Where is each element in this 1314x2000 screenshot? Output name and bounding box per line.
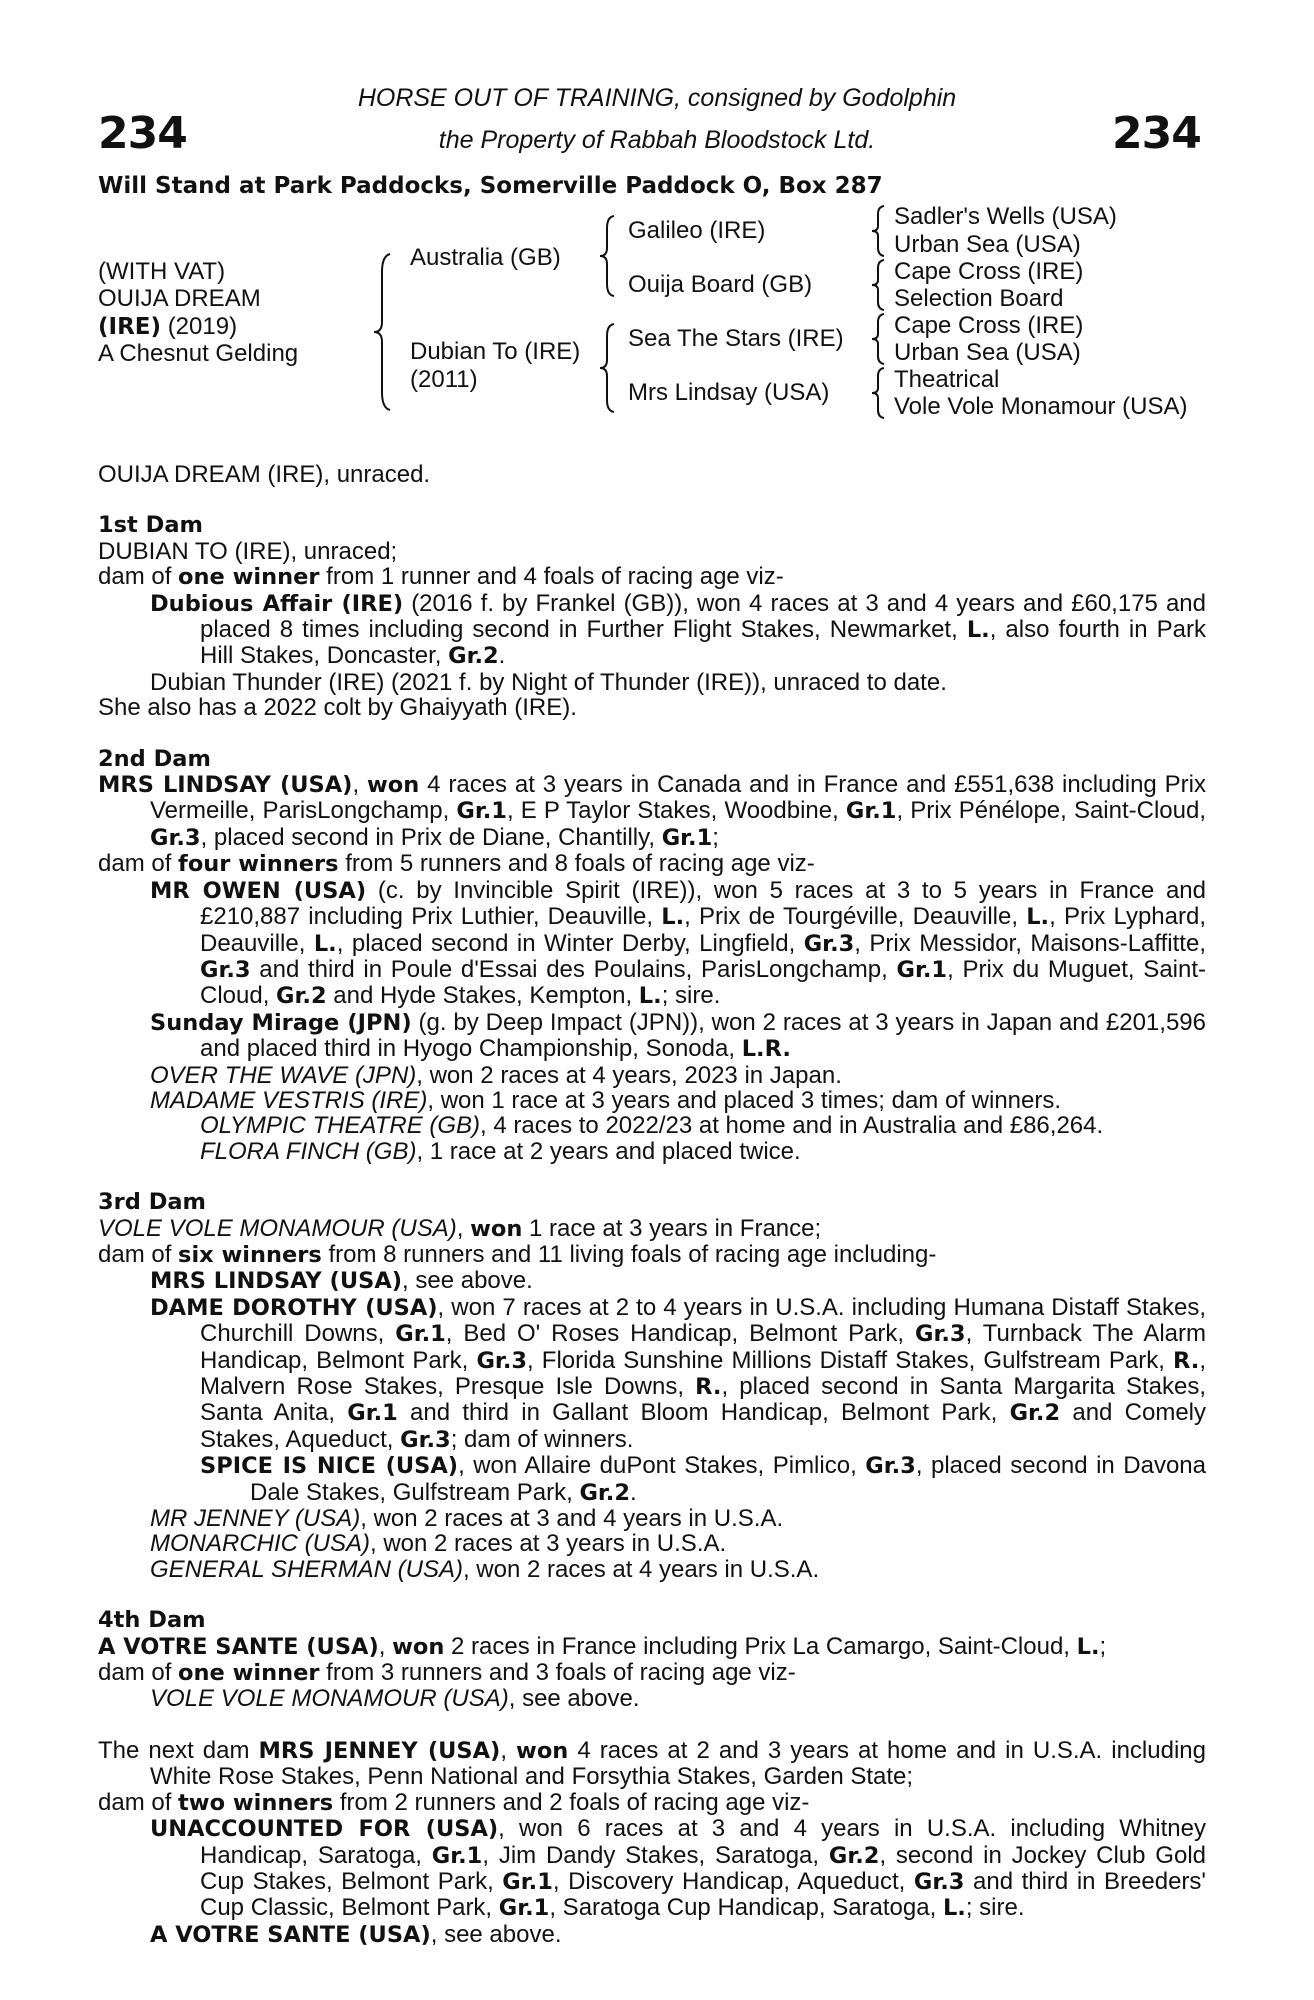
third-dam-heading: 3rd Dam	[98, 1189, 206, 1216]
third-dam-record: VOLE VOLE MONAMOUR (USA), won 1 race at 3 years in France;	[98, 1214, 822, 1242]
next-dam-produce-summary: dam of two winners from 2 runners and 2 foals of racing age viz-	[98, 1788, 810, 1816]
fourth-dam-produce-summary: dam of one winner from 3 runners and 3 foals of racing age viz-	[98, 1659, 796, 1687]
second-dam-record: MRS LINDSAY (USA), won 4 races at 3 years in Canada and in France and £551,638 including Prix Vermeille, ParisLongchamp, Gr.1, E P Taylor Stakes, Woodbine, Gr.1, Prix Pénélope, Saint-Cloud, Gr.3, placed second in Prix de Diane, Chantilly, Gr.1;	[98, 771, 1207, 851]
produce-a-votre-sante: A VOTRE SANTE (USA), see above.	[150, 1920, 562, 1948]
produce-vole-vole-monamour: VOLE VOLE MONAMOUR (USA), see above.	[150, 1685, 640, 1713]
horse-origin-year	[98, 313, 237, 341]
fourth-dam-record: A VOTRE SANTE (USA), won 2 races in France including Prix La Camargo, Saint-Cloud, L.;	[98, 1632, 1107, 1660]
fourth-dam-heading: 4th Dam	[98, 1607, 206, 1634]
produce-madame-vestris: MADAME VESTRIS (IRE), won 1 race at 3 years and placed 3 times; dam of winners.	[150, 1086, 1062, 1114]
gen3-4: Selection Board	[894, 285, 1064, 312]
produce-monarchic: MONARCHIC (USA), won 2 races at 3 years in U.S.A.	[150, 1530, 727, 1558]
brace-g2	[868, 258, 888, 312]
brace-g1	[868, 204, 888, 258]
brace-dam	[596, 322, 618, 414]
produce-mrs-lindsay: MRS LINDSAY (USA), see above.	[150, 1267, 533, 1295]
produce-sunday-mirage: Sunday Mirage (JPN) (g. by Deep Impact (JPN)), won 2 races at 3 years in Japan and £201,596 and placed third in Hyogo Championship, Sonoda, L.R.	[150, 1008, 1206, 1063]
dam-sire: Sea The Stars (IRE)	[628, 325, 844, 352]
first-dam-also: She also has a 2022 colt by Ghaiyyath (IRE).	[98, 694, 577, 722]
brace-g3	[868, 312, 888, 366]
vat-label: (WITH VAT)	[98, 258, 226, 285]
stand-location: Will Stand at Park Paddocks, Somerville Paddock O, Box 287	[98, 173, 883, 199]
produce-flora-finch: FLORA FINCH (GB), 1 race at 2 years and placed twice.	[200, 1137, 801, 1165]
lot-number-left: 234	[98, 108, 187, 159]
second-dam-produce-summary: dam of four winners from 5 runners and 8 foals of racing age viz-	[98, 850, 815, 878]
first-dam-produce-summary: dam of one winner from 1 runner and 4 foals of racing age viz-	[98, 563, 784, 591]
gen3-7: Theatrical	[894, 366, 1000, 393]
first-dam-line: DUBIAN TO (IRE), unraced;	[98, 537, 398, 565]
produce-mr-jenney: MR JENNEY (USA), won 2 races at 3 and 4 years in U.S.A.	[150, 1505, 784, 1533]
horse-name: OUIJA DREAM	[98, 285, 261, 312]
horse-year: (2019)	[167, 313, 238, 340]
gen3-3: Cape Cross (IRE)	[894, 258, 1084, 285]
produce-unaccounted-for: UNACCOUNTED FOR (USA), won 6 races at 3 and 4 years in U.S.A. including Whitney Handicap, Saratoga, Gr.1, Jim Dandy Stakes, Saratoga, Gr.2, second in Jockey Club Gold Cup Stakes, Belmont Park, Gr.1, Discovery Handicap, Aqueduct, Gr.3 and third in Breeders' Cup Classic, Belmont Park, Gr.1, Saratoga Cup Handicap, Saratoga, L.; sire.	[150, 1815, 1207, 1922]
produce-general-sherman: GENERAL SHERMAN (USA), won 2 races at 4 years in U.S.A.	[150, 1555, 820, 1583]
second-dam-heading: 2nd Dam	[98, 745, 211, 772]
brace-main	[370, 252, 394, 412]
next-dam-record: The next dam MRS JENNEY (USA), won 4 races at 2 and 3 years at home and in U.S.A. including White Rose Stakes, Penn National and Forsythia Stakes, Garden State;	[98, 1736, 1206, 1791]
sire-sire: Galileo (IRE)	[628, 217, 766, 244]
third-dam-produce-summary: dam of six winners from 8 runners and 11 living foals of racing age including-	[98, 1240, 937, 1268]
property-line: the Property of Rabbah Bloodstock Ltd.	[438, 126, 876, 154]
gen3-6: Urban Sea (USA)	[894, 339, 1081, 366]
dam: Dubian To (IRE)	[410, 338, 581, 365]
catalogue-body	[98, 462, 1206, 1948]
lot-number-right: 234	[1112, 108, 1201, 159]
horse-origin: (IRE)	[98, 314, 162, 340]
consignor-line: HORSE OUT OF TRAINING, consigned by Godolphin	[357, 84, 957, 112]
brace-g4	[868, 366, 888, 420]
produce-mr-owen: MR OWEN (USA) (c. by Invincible Spirit (IRE)), won 5 races at 3 to 5 years in France and £210,887 including Prix Luthier, Deauville, L., Prix de Tourgéville, Deauville, L., Prix Lyphard, Deauville, L., placed second in Winter Derby, Lingfield, Gr.3, Prix Messidor, Maisons-Laffitte, Gr.3 and third in Poule d'Essai des Poulains, ParisLongchamp, Gr.1, Prix du Muguet, Saint-Cloud, Gr.2 and Hyde Stakes, Kempton, L.; sire.	[150, 876, 1207, 1010]
sire: Australia (GB)	[410, 244, 561, 271]
produce-spice-is-nice: SPICE IS NICE (USA), won Allaire duPont Stakes, Pimlico, Gr.3, placed second in Davona Dale Stakes, Gulfstream Park, Gr.2.	[200, 1452, 1206, 1506]
gen3-5: Cape Cross (IRE)	[894, 312, 1084, 339]
produce-olympic-theatre: OLYMPIC THEATRE (GB), 4 races to 2022/23 at home and in Australia and £86,264.	[200, 1112, 1104, 1140]
intro-line: OUIJA DREAM (IRE), unraced.	[98, 461, 431, 488]
dam-dam: Mrs Lindsay (USA)	[628, 379, 830, 406]
gen3-2: Urban Sea (USA)	[894, 231, 1081, 258]
gen3-1: Sadler's Wells (USA)	[894, 203, 1117, 230]
produce-over-the-wave: OVER THE WAVE (JPN), won 2 races at 4 years, 2023 in Japan.	[150, 1061, 842, 1089]
dam-year: (2011)	[410, 366, 478, 393]
brace-sire	[596, 214, 618, 298]
produce-dubian-thunder: Dubian Thunder (IRE) (2021 f. by Night of Thunder (IRE)), unraced to date.	[150, 668, 947, 696]
first-dam-heading: 1st Dam	[98, 512, 203, 539]
horse-description: A Chesnut Gelding	[98, 340, 299, 367]
produce-dubious-affair: Dubious Affair (IRE) (2016 f. by Frankel (GB)), won 4 races at 3 and 4 years and £60,175 and placed 8 times including second in Further Flight Stakes, Newmarket, L., also fourth in Park Hill Stakes, Doncaster, Gr.2.	[150, 589, 1207, 670]
sire-dam: Ouija Board (GB)	[628, 271, 813, 298]
produce-dame-dorothy: DAME DOROTHY (USA), won 7 races at 2 to 4 years in U.S.A. including Humana Distaff Stakes, Churchill Downs, Gr.1, Bed O' Roses Handicap, Belmont Park, Gr.3, Turnback The Alarm Handicap, Belmont Park, Gr.3, Florida Sunshine Millions Distaff Stakes, Gulfstream Park, R., Malvern Rose Stakes, Presque Isle Downs, R., placed second in Santa Margarita Stakes, Santa Anita, Gr.1 and third in Gallant Bloom Handicap, Belmont Park, Gr.2 and Comely Stakes, Aqueduct, Gr.3; dam of winners.	[150, 1293, 1206, 1453]
gen3-8: Vole Vole Monamour (USA)	[894, 393, 1188, 420]
